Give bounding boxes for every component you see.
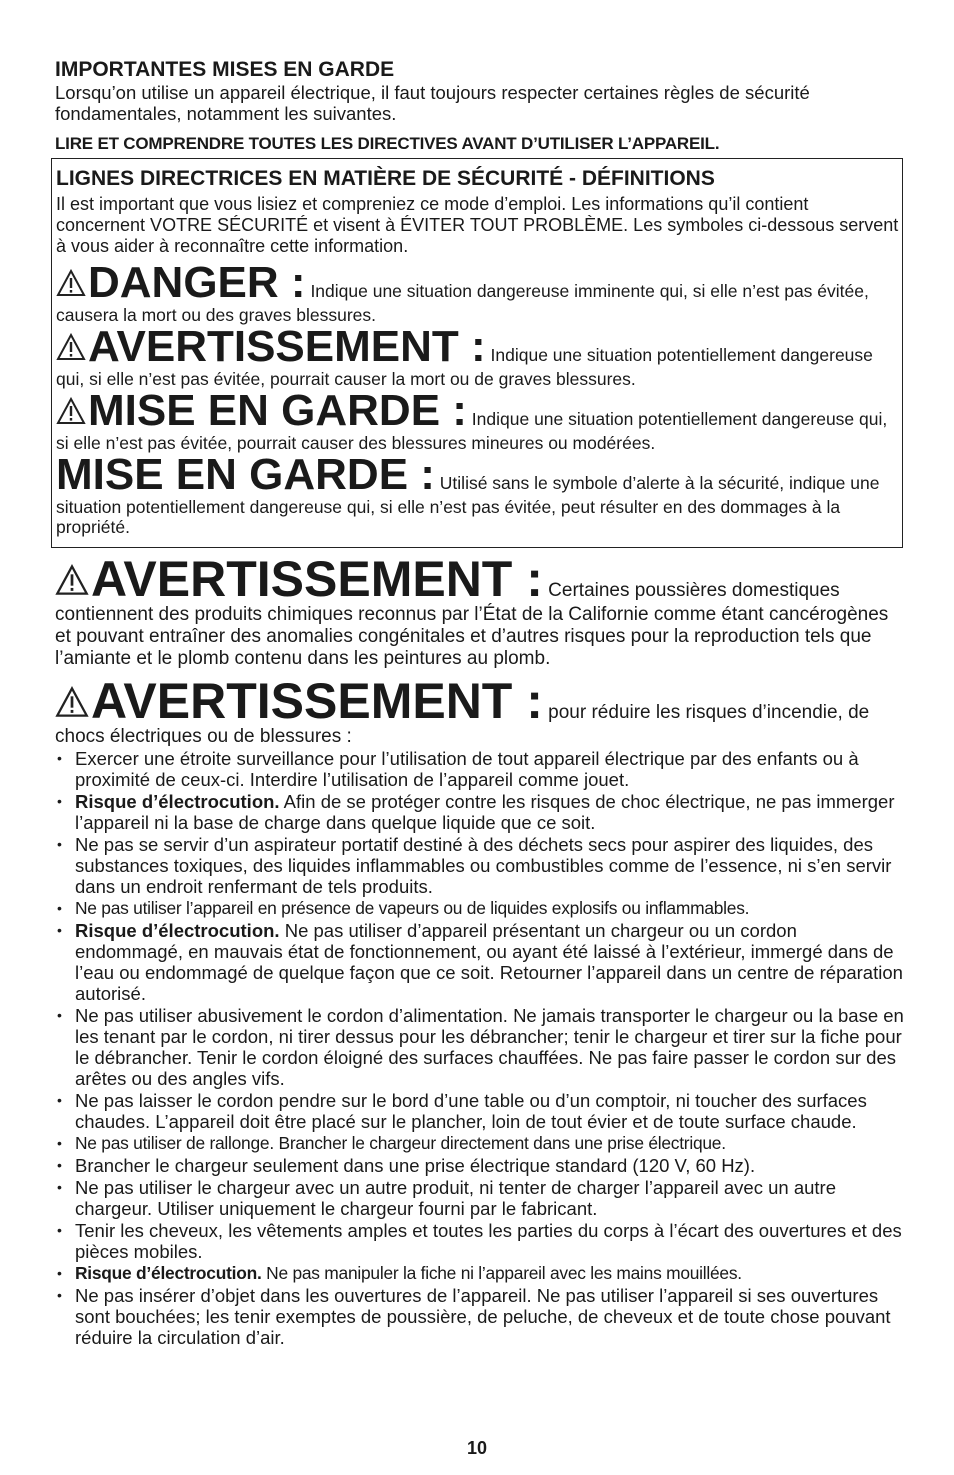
list-item: • Tenir les cheveux, les vêtements amples et toutes les parties du corps à l’écart des ouvertures et des pièces mobiles. [55, 1220, 905, 1262]
section-title: IMPORTANTES MISES EN GARDE [55, 58, 395, 81]
list-item: • Ne pas insérer d’objet dans les ouvertures de l’appareil. Ne pas utiliser l’appareil si ses ouvertures sont bouchées; les tenir exemptes de poussière, de peluche, de cheveux et de toute chose pouvant réduire la circulation d’air. [55, 1285, 905, 1348]
manual-page [55, 58, 905, 1349]
safety-definitions-box [51, 158, 903, 548]
intro-text: Lorsqu’on utilise un appareil électrique, il faut toujours respecter certaines règles de sécurité fondamentales, notamment les suivantes. [55, 82, 810, 124]
definition-mise-en-garde [56, 386, 899, 453]
danger-keyword: DANGER : [88, 258, 306, 307]
list-item: • Exercer une étroite surveillance pour l’utilisation de tout appareil électrique par des enfants ou à proximité de ceux-ci. Interdire l’utilisation de l’appareil comme jouet. [55, 748, 905, 790]
mise-en-garde-keyword-plain: MISE EN GARDE : [56, 450, 435, 499]
avertissement-keyword: AVERTISSEMENT : [91, 551, 543, 607]
mise-en-garde-keyword: MISE EN GARDE : [88, 386, 467, 435]
mise-en-garde-plain-text: Utilisé sans le symbole d’alerte à la sécurité, indique une situation potentiellement dangereuse qui, si elle n’est pas évitée, peut résulter en des dommages à la propriété. [56, 473, 880, 537]
warning-triangle-icon [55, 564, 89, 596]
warning-california [55, 551, 905, 670]
list-item: • Ne pas utiliser abusivement le cordon d’alimentation. Ne jamais transporter le chargeur ou la base en les tenant par le cordon, ni tirer dessus pour les débrancher; tenir le chargeur et tirer sur la fiche pour le débrancher. Tenir le cordon éloigné des surfaces chauffées. Ne pas faire passer le cordon sur des arêtes ou des angles vifs. [55, 1005, 905, 1089]
warning-triangle-icon [56, 269, 86, 297]
california-warning-text: Certaines poussières domestiques contiennent des produits chimiques reconnus par l’État de la Californie comme étant cancérogènes et pouvant entraîner des anomalies congénitales et d’autres risques pour la reproduction tels que l’amiante et le plomb contenu dans les peintures au plomb. [55, 580, 889, 669]
definition-mise-en-garde-no-symbol [56, 450, 899, 537]
danger-text: Indique une situation dangereuse imminente qui, si elle n’est pas évitée, causera la mort ou des graves blessures. [56, 281, 869, 325]
definition-avertissement [56, 322, 899, 389]
warning-triangle-icon [55, 686, 89, 718]
avertissement-keyword: AVERTISSEMENT : [88, 322, 486, 371]
definition-danger [56, 258, 899, 325]
list-item: • Risque d’électrocution. Afin de se protéger contre les risques de choc électrique, ne pas immerger l’appareil ni la base de charge dans quelque liquide que ce soit. [55, 791, 905, 833]
page-number: 10 [466, 1438, 488, 1458]
list-item: • Risque d’électrocution. Ne pas utiliser d’appareil présentant un chargeur ou un cordon endommagé, en mauvais état de fonctionnement, ou ayant été laissé à l’extérieur, immergé dans de l’eau ou endommagé de quelque façon que ce soit. Retourner l’appareil dans un centre de réparation autorisé. [55, 920, 905, 1004]
list-item: • Ne pas utiliser le chargeur avec un autre produit, ni tenter de charger l’appareil avec un autre chargeur. Utiliser uniquement le chargeur fourni par le fabricant. [55, 1177, 905, 1219]
list-item: • Risque d’électrocution. Ne pas manipuler la fiche ni l’appareil avec les mains mouillées. [55, 1263, 905, 1284]
list-item: • Ne pas laisser le cordon pendre sur le bord d’une table ou d’un comptoir, ni toucher des surfaces chaudes. L’appareil doit être placé sur le plancher, loin de tout évier et de toute surface chaude. [55, 1090, 905, 1132]
list-item: • Ne pas utiliser l’appareil en présence de vapeurs ou de liquides explosifs ou inflammables. [55, 898, 905, 919]
warning-triangle-icon [56, 397, 86, 425]
definitions-title: LIGNES DIRECTRICES EN MATIÈRE DE SÉCURITÉ - DÉFINITIONS [56, 167, 715, 190]
list-item: • Ne pas utiliser de rallonge. Brancher le chargeur directement dans une prise électrique. [55, 1133, 905, 1154]
definitions-intro: Il est important que vous lisiez et compreniez ce mode d’emploi. Les informations qu’il contient concernent VOTRE SÉCURITÉ et visent à ÉVITER TOUT PROBLÈME. Les symboles ci-dessous servent à vous aider à reconnaître cette information. [56, 194, 899, 256]
mise-en-garde-text: Indique une situation potentiellement dangereuse qui, si elle n’est pas évitée, pourrait causer des blessures mineures ou modérées. [56, 409, 888, 453]
read-instructions-notice: LIRE ET COMPRENDRE TOUTES LES DIRECTIVES AVANT D’UTILISER L’APPAREIL. [55, 134, 720, 153]
safety-bullet-list [55, 748, 905, 1348]
warning-fire-shock [55, 673, 905, 748]
list-item: • Ne pas se servir d’un aspirateur portatif destiné à des déchets secs pour aspirer des liquides, des substances toxiques, des liquides inflammables ou combustibles comme de l’essence, ni s’en servir dans un endroit renfermant de tels produits. [55, 834, 905, 897]
list-item: • Brancher le chargeur seulement dans une prise électrique standard (120 V, 60 Hz). [55, 1155, 905, 1176]
avertissement-keyword: AVERTISSEMENT : [91, 673, 543, 729]
avertissement-text: Indique une situation potentiellement dangereuse qui, si elle n’est pas évitée, pourrait causer la mort ou de graves blessures. [56, 345, 873, 389]
warning-triangle-icon [56, 333, 86, 361]
fire-shock-intro: pour réduire les risques d’incendie, de chocs électriques ou de blessures : [55, 702, 870, 747]
